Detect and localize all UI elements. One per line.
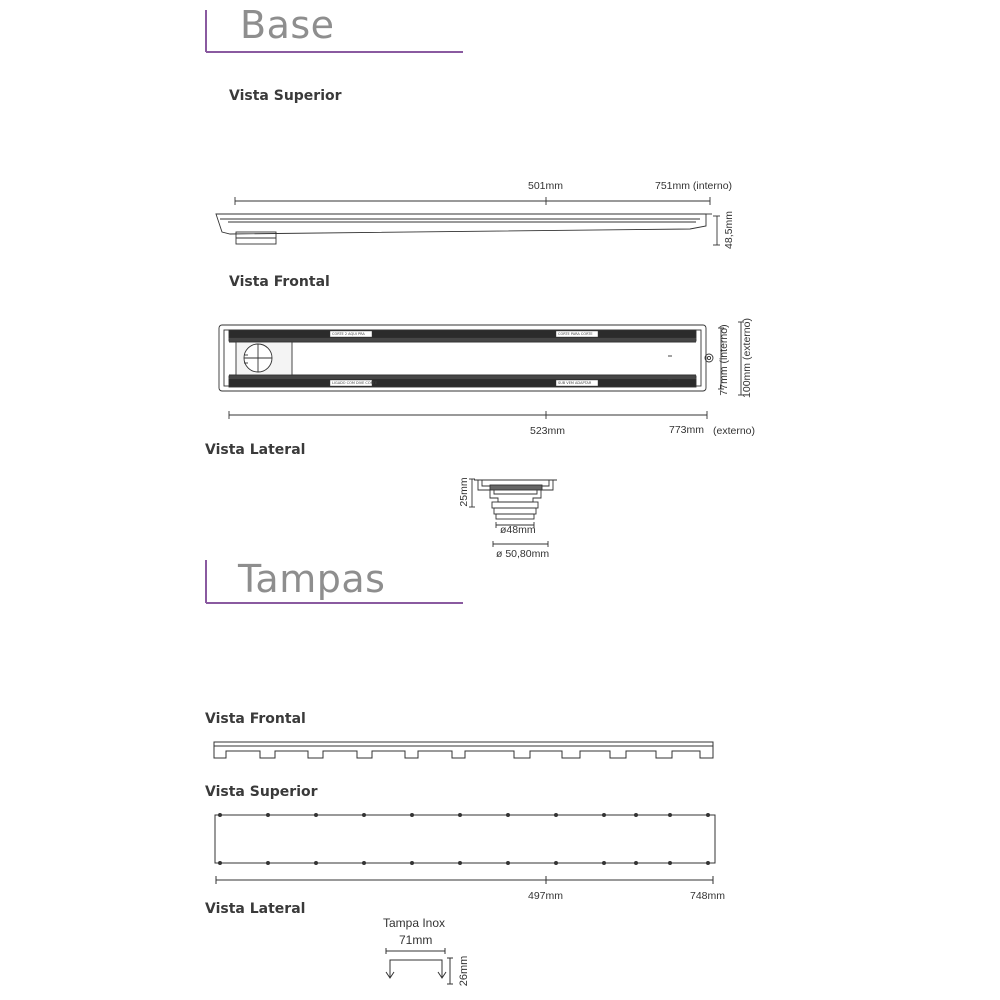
plate-label-3: LIGADO COM DIVE CORTE <box>332 381 378 385</box>
tampas-top-view-drawing <box>215 813 715 884</box>
tampas-vista-lateral-label: Vista Lateral <box>205 901 306 917</box>
base-top-dim-mid: 501mm <box>528 180 564 192</box>
tampas-side-dim-height: 26mm <box>458 955 470 987</box>
tampas-side-name: Tampa Inox <box>383 916 446 930</box>
base-front-dim-mid: 523mm <box>530 425 566 437</box>
tampas-front-view-drawing <box>214 742 713 758</box>
tampas-top-dim-mid: 497mm <box>528 890 564 902</box>
plate-label-2: CORTE PARA CORTE <box>558 332 593 336</box>
tampas-top-dim-full: 748mm <box>690 890 726 902</box>
base-top-dim-height: 48,5mm <box>723 211 735 249</box>
tampas-vista-frontal-label: Vista Frontal <box>205 711 306 727</box>
base-side-view-drawing <box>469 479 557 547</box>
plate-label-1: CORTE 2 AQUI PRA <box>332 332 365 336</box>
base-front-dim-externo: 100mm (externo) <box>741 318 753 398</box>
base-section-title: Base <box>240 3 335 47</box>
base-front-dim-interno: 77mm (interno) <box>718 324 730 396</box>
base-vista-lateral-label: Vista Lateral <box>205 442 306 458</box>
tampas-side-view-drawing <box>386 948 453 984</box>
base-side-dim-height: 25mm <box>458 477 470 507</box>
tampas-side-dim-width: 71mm <box>399 933 433 947</box>
base-front-view-drawing <box>219 322 744 419</box>
tampas-vista-superior-label: Vista Superior <box>205 784 318 800</box>
base-top-view-drawing <box>216 197 720 245</box>
tampas-section-title: Tampas <box>238 557 386 601</box>
base-side-dim-outer: ø 50,80mm <box>496 548 550 560</box>
base-side-dim-inner: ø48mm <box>500 524 536 536</box>
base-front-dim-full: 773mm <box>669 424 705 436</box>
base-top-dim-full: 751mm (interno) <box>655 180 733 192</box>
base-vista-frontal-label: Vista Frontal <box>229 274 330 290</box>
plate-label-4: SUB VEM ADAPTAR <box>558 381 592 385</box>
base-front-dim-full-note: (externo) <box>713 425 756 437</box>
base-vista-superior-label: Vista Superior <box>229 88 342 104</box>
